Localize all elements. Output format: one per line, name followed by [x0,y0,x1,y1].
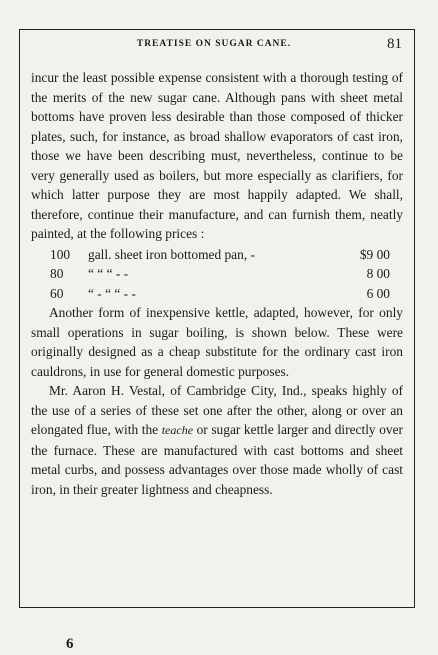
paragraph-kettle: Another form of inexpensive kettle, adapted, however, for only small operations in sugar boiling, is shown below. These were originally designed as a cheap substitute for the ordinary cast iron cauldrons, in use for general domestic purposes. [31,305,403,379]
vestal-text-before: Mr. Aaron H. Vestal, of Cambridge City, Ind., speaks highly of the use of a series of these set one after the other, along or over an elongated flue, with the [31,383,403,437]
price-row [50,245,390,265]
price-list [50,245,390,304]
vestal-text-italic: teache [161,423,194,437]
price-description: “ “ “ - - [88,266,129,281]
price-row [50,264,390,284]
price-size: 80 [50,266,64,281]
price-row [50,284,390,304]
price-value: 8 00 [366,266,390,281]
price-description: gall. sheet iron bottomed pan, - [88,246,255,262]
price-value: 6 00 [366,285,390,301]
paragraph-continued: incur the least possible expense consistent with a thorough testing of the merits of the new sugar cane. Although pans with sheet metal bottoms have proven less desirable than those composed of thicker plates, such, for instance, as broad shallow evaporators of cast iron, those we have been describing must, nevertheless, continue to be very generally used as boilers, but more especially as clarifiers, for which latter purpose they are most happily adapted. We shall, therefore, continue their manufacture, and can furnish them, neatly painted, at the following prices : [31,70,403,241]
paragraph-vestal [31,381,403,499]
running-header [22,36,406,55]
price-size: 60 [50,285,64,301]
signature-mark: 6 [66,636,74,652]
price-value: $9 00 [359,246,390,262]
price-size: 100 [50,246,71,262]
page-number: 81 [387,36,402,52]
running-title: TREATISE ON SUGAR CANE. [136,39,292,49]
body-text [31,68,403,499]
vestal-text-after: or sugar kettle larger and directly over the furnace. These are manufactured with cast bottoms and sheet metal curbs, and possess advantages over those made wholly of cast iron, in their greater lightness and cheapness. [31,422,404,497]
price-description: “ - “ “ - - [88,285,136,301]
